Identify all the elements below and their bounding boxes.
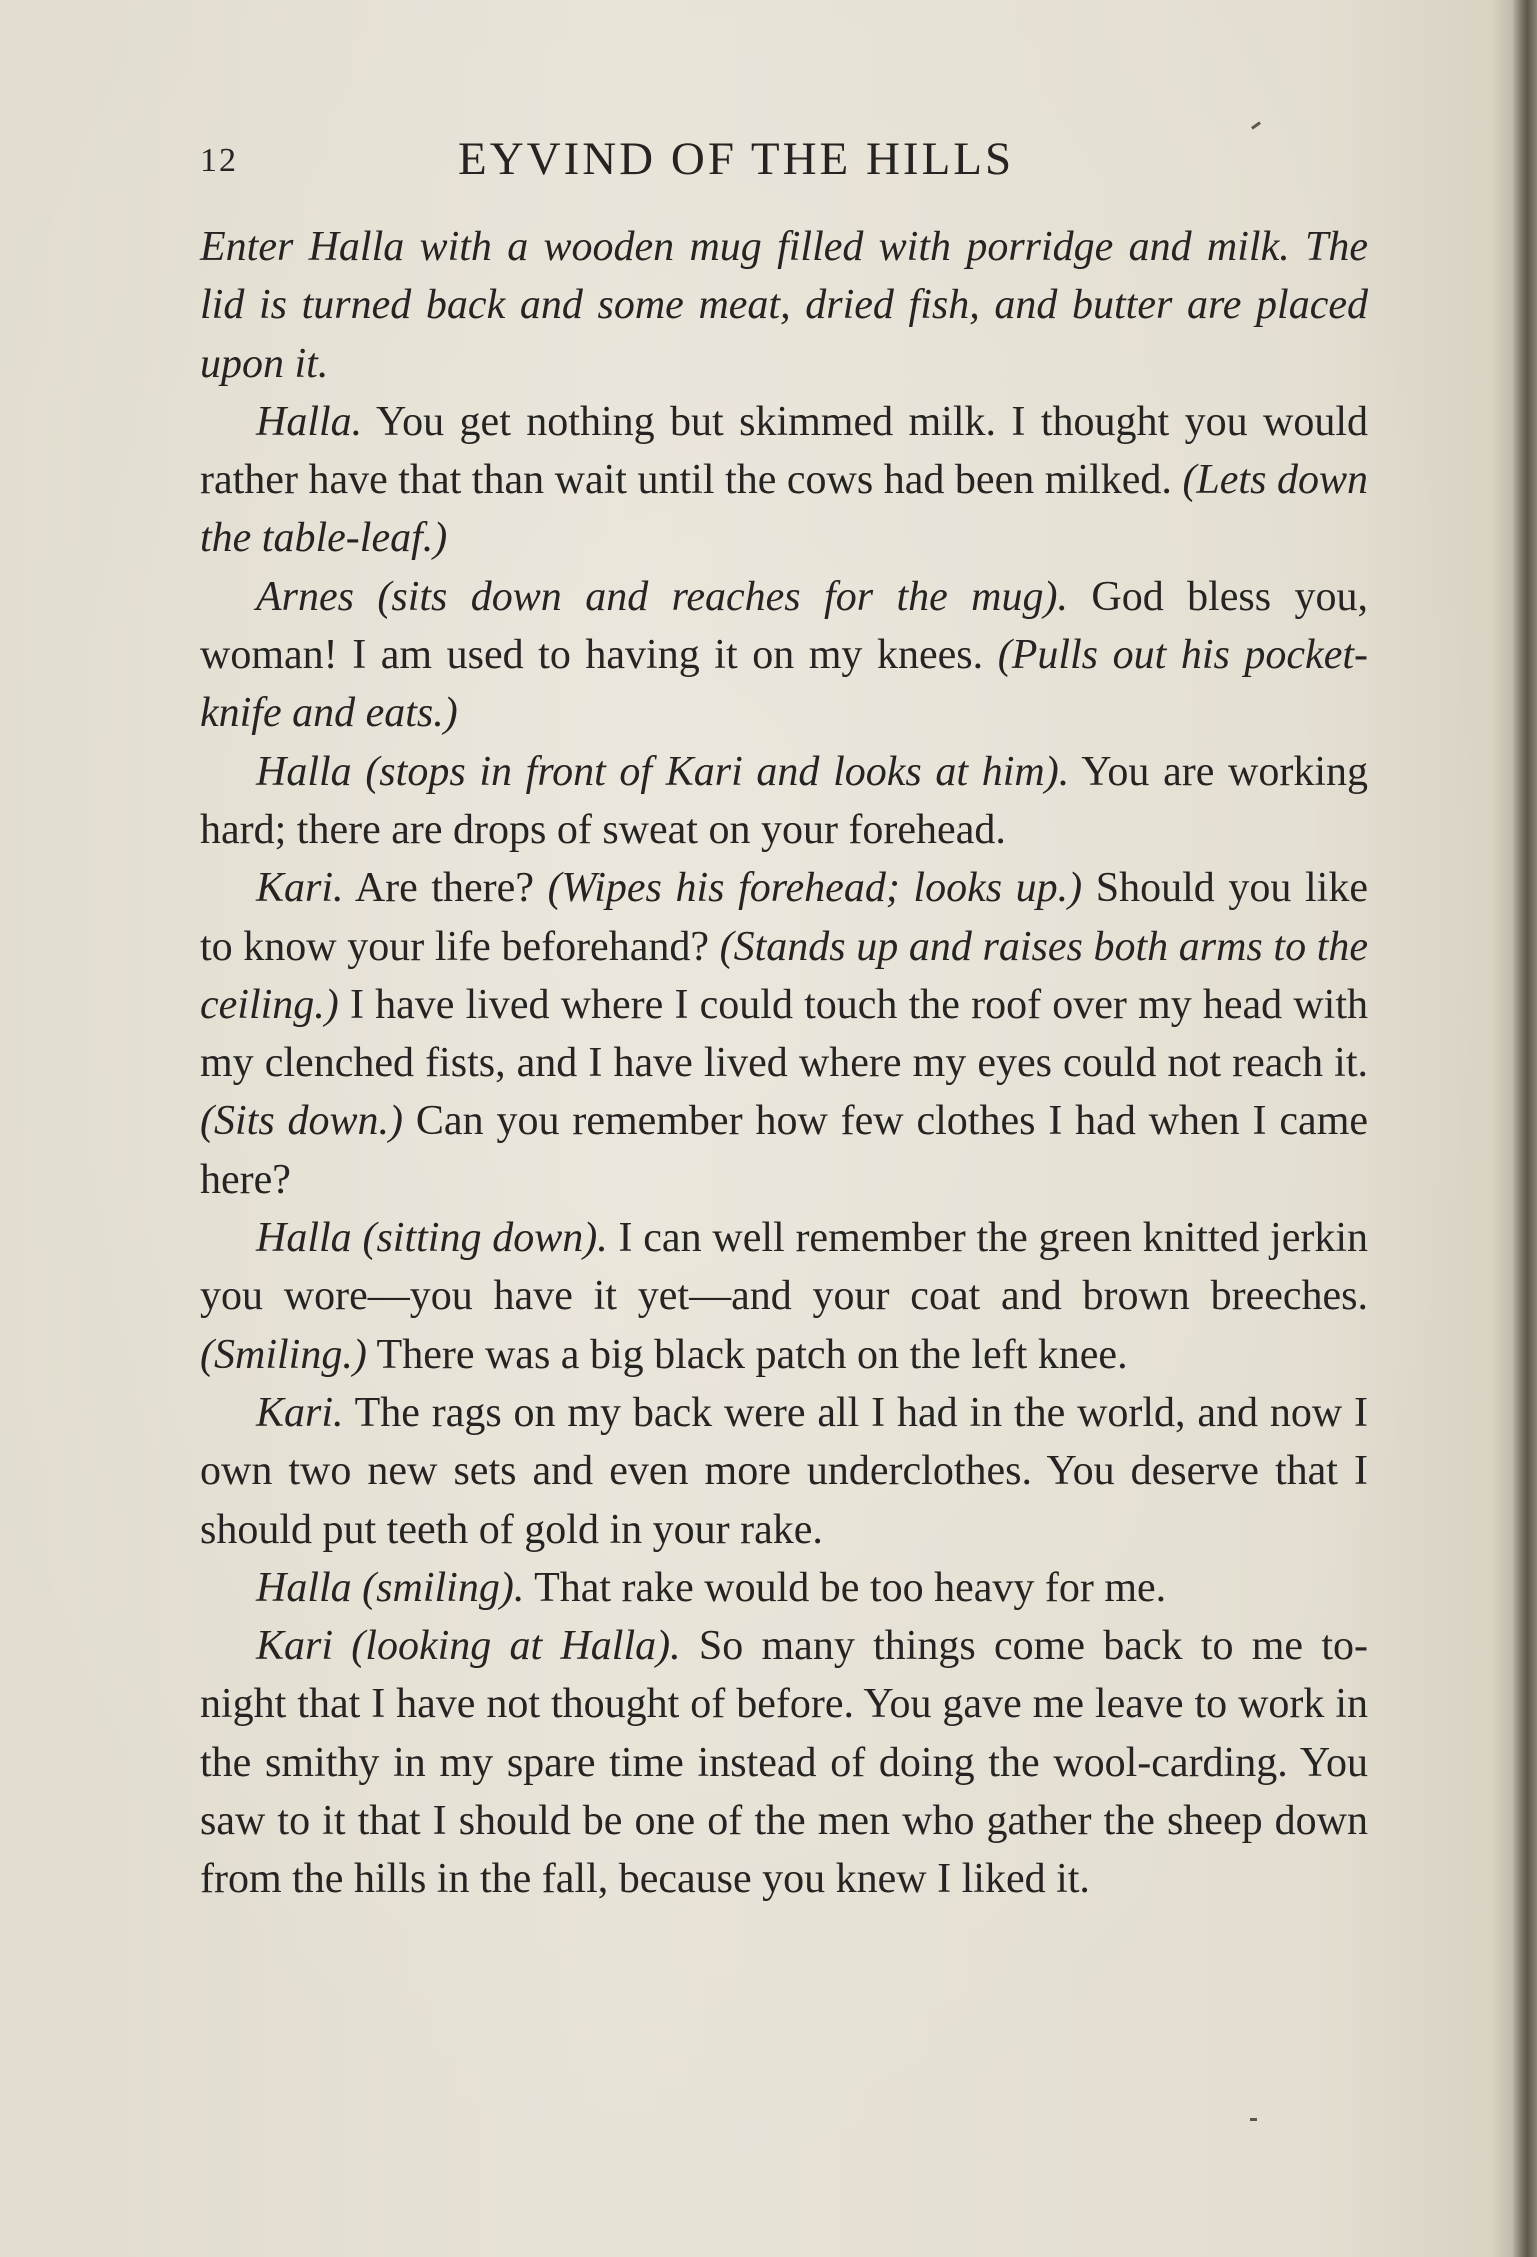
stage-direction: (Lets down the table-leaf.): [200, 457, 1368, 562]
stage-direction: (looking at Halla).: [333, 1623, 681, 1670]
speech-text: You get nothing but skimmed milk. I thought you would rather have that than wait until the cows had been milked.: [200, 398, 1368, 504]
speech-text: I can well remember the green knitted jerkin you wore—you have it yet—and your coat and brown breeches.: [200, 1215, 1368, 1320]
speaker-name: Halla: [256, 1215, 352, 1262]
ink-speck: [1250, 2118, 1257, 2121]
running-head: [200, 132, 1370, 192]
stage-direction: (Wipes his forehead; looks up.): [547, 865, 1083, 912]
gutter-shadow: [1491, 0, 1513, 2257]
speech-paragraph: [200, 859, 1368, 1209]
running-title: EYVIND OF THE HILLS: [458, 133, 1015, 185]
speech-text: That rake would be too heavy for me.: [524, 1564, 1167, 1611]
speaker-name: Halla: [256, 1564, 352, 1611]
speech-paragraph: [200, 1209, 1368, 1384]
speech-text: Should you like to know your life beforehand?: [200, 865, 1368, 970]
stage-direction: (Sits down.): [200, 1098, 404, 1145]
stage-direction: (stops in front of Kari and looks at him).: [351, 748, 1070, 795]
stage-direction: Enter Halla with a wooden mug filled with porridge and milk. The lid is turned back and some meat, dried fish, and butter are placed upon it.: [200, 224, 1368, 387]
speech-text: There was a big black patch on the left knee.: [366, 1331, 1128, 1378]
stage-direction: (Pulls out his pocket-knife and eats.): [200, 632, 1368, 737]
speech-paragraph: [200, 568, 1368, 743]
page-number: 12: [200, 142, 238, 179]
stage-direction: (sits down and reaches for the mug).: [354, 573, 1068, 620]
speech-text: So many things come back to me to-night that I have not thought of before. You gave me leave to work in the smithy in my spare time instead of doing the wool-carding. You saw to it that I should be one of the men who gather the sheep down from the hills in the fall, because you knew I liked it.: [200, 1623, 1368, 1903]
speech-text: Can you remember how few clothes I had when I came here?: [200, 1098, 1368, 1203]
speaker-name: Halla: [256, 748, 352, 795]
book-edge: [1513, 0, 1537, 2257]
speech-text: Are there?: [343, 865, 548, 912]
speaker-name: Halla.: [256, 398, 363, 445]
speaker-name: Kari.: [256, 865, 344, 912]
speech-paragraph: [200, 1384, 1368, 1559]
speech-paragraph: [200, 1617, 1368, 1908]
speech-text: I have lived where I could touch the roof over my head with my clenched fists, and I have lived where my eyes could not reach it.: [200, 981, 1368, 1087]
speech-paragraph: [200, 393, 1368, 568]
speech-paragraph: [200, 743, 1368, 860]
speech-paragraph: [200, 1559, 1368, 1617]
speech-text: You are working hard; there are drops of sweat on your forehead.: [200, 748, 1368, 853]
speech-text: God bless you, woman! I am used to having it on my knees.: [200, 573, 1368, 679]
speech-text: The rags on my back were all I had in the world, and now I own two new sets and even more underclothes. You deserve that I should put teeth of gold in your rake.: [200, 1389, 1368, 1553]
speaker-name: Kari: [256, 1623, 334, 1670]
stage-direction: (Smiling.): [200, 1331, 367, 1378]
page-text: [200, 218, 1368, 1909]
speaker-name: Kari.: [256, 1389, 344, 1436]
stage-direction: (smiling).: [351, 1564, 525, 1611]
speaker-name: Arnes: [256, 573, 354, 620]
stage-direction: (Stands up and raises both arms to the ceiling.): [200, 923, 1369, 1028]
ink-speck: [1251, 121, 1261, 129]
stage-direction: (sitting down).: [351, 1215, 608, 1262]
